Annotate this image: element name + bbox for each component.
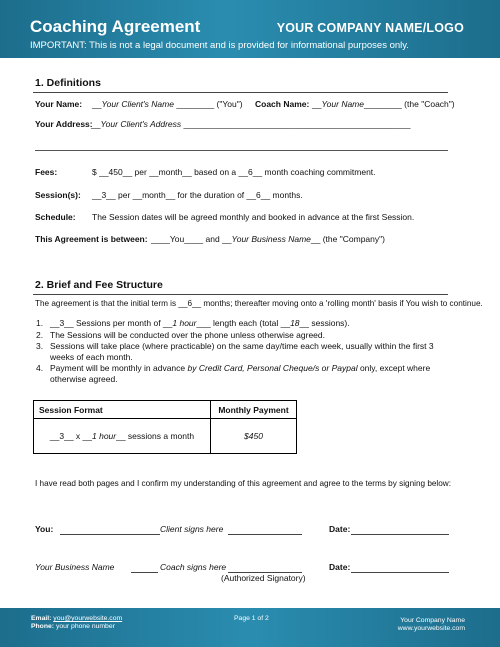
your-name-label: Your Name: — [35, 99, 83, 109]
list-item: 1. __3__ Sessions per month of __1 hour___ length each (total __18__ sessions). — [36, 318, 350, 328]
phone-label: Phone: — [31, 623, 55, 630]
monthly-payment-cell[interactable]: $450 — [211, 419, 297, 454]
phone-number: your phone number — [55, 623, 115, 630]
coach-date-line[interactable] — [351, 572, 449, 573]
you-label: You — [35, 524, 51, 534]
coach-date-label: Date — [329, 562, 348, 572]
schedule-value: The Session dates will be agreed monthly and booked in advance at the first Session. — [92, 212, 415, 222]
business-name-signatory: Your Business Name — [35, 562, 115, 572]
fees-row — [35, 167, 376, 177]
coach-signs-here: Coach signs here — [160, 562, 227, 572]
agreement-between-row: This Agreement is between: ____You____ and __Your Business Name__ (the "Company") — [35, 234, 385, 244]
legal-notice: IMPORTANT: This is not a legal document and is provided for informational purposes only. — [30, 40, 409, 51]
table-header-monthly-payment: Monthly Payment — [211, 401, 297, 419]
confirmation-text: I have read both pages and I confirm my understanding of this agreement and agree to the terms by signing below: — [35, 479, 451, 488]
address-label: Your Address: — [35, 119, 93, 129]
sessions-value[interactable]: __3__ per __month__ for the duration of __6__ months. — [92, 190, 303, 200]
brief-intro: The agreement is that the initial term is __6__ months; thereafter moving onto a 'rolling month' basis if You wish to continue. — [35, 299, 483, 308]
table-row — [34, 419, 297, 454]
footer-company-name: Your Company Name — [400, 617, 465, 624]
section-brief-title: 2. Brief and Fee Structure — [35, 279, 163, 291]
fees-value[interactable]: $ __450__ per __month__ based on a __6__ month coaching commitment. — [92, 167, 376, 177]
schedule-row — [35, 212, 415, 222]
terms-list — [36, 318, 456, 385]
page-number: Page 1 of 2 — [234, 615, 269, 622]
document-title: Coaching Agreement — [30, 17, 201, 36]
agreement-between-label: This Agreement is between: — [35, 234, 148, 244]
coach-name-label: Coach Name: — [255, 99, 310, 109]
footer-website[interactable]: www.yourwebsite.com — [397, 625, 465, 632]
list-item: 2. The Sessions will be conducted over the phone unless otherwise agreed. — [36, 329, 326, 340]
coach-signature-line[interactable] — [131, 572, 158, 573]
list-item: 4. Payment will be monthly in advance by Credit Card, Personal Cheque/s or Paypal only, except where otherwise agreed. — [36, 363, 431, 384]
section-definitions-title: 1. Definitions — [35, 77, 101, 89]
table-header-session-format: Session Format — [34, 401, 211, 419]
address-row: Your Address: __Your Client's Address ________________________________________________ — [35, 119, 411, 129]
list-item: 3. Sessions will take place (where practicable) on the same day/time each week, usually within the first 3 weeks of each month. — [36, 341, 434, 362]
email-link[interactable]: you@yourwebsite.com — [53, 615, 123, 622]
your-name-row: Your Name: __Your Client's Name ________ ("You") Coach Name: __Your Name________ (the "Coach") — [35, 99, 455, 109]
address-field[interactable]: Your Client's Address — [100, 119, 182, 129]
client-signature-row: You: — [35, 524, 54, 534]
client-signature-line[interactable] — [60, 534, 160, 535]
sessions-label: Session(s): — [35, 190, 81, 200]
coach-name-field[interactable]: Your Name — [321, 99, 364, 109]
section-divider — [33, 92, 448, 93]
fee-table — [33, 400, 297, 454]
between-you-field[interactable]: ____You____ and __ — [151, 234, 232, 244]
client-date-line[interactable] — [351, 534, 449, 535]
header-banner — [0, 0, 500, 58]
section-divider — [33, 294, 448, 295]
fees-label: Fees: — [35, 167, 58, 177]
footer-banner — [0, 608, 500, 647]
client-signature-line-end[interactable] — [228, 534, 302, 535]
email-label: Email: — [31, 615, 52, 622]
client-date-label: Date — [329, 524, 348, 534]
sessions-row — [35, 190, 303, 200]
session-format-cell[interactable]: __3__ x __1 hour__ sessions a month — [34, 419, 211, 454]
table-header-row — [34, 401, 297, 419]
business-name-field[interactable]: Your Business Name — [231, 234, 311, 244]
authorized-signatory: (Authorized Signatory) — [221, 573, 306, 583]
schedule-label: Schedule: — [35, 212, 76, 222]
client-signs-here: Client signs here — [160, 524, 224, 534]
company-logo: YOUR COMPANY NAME/LOGO — [276, 21, 464, 35]
address-line-2[interactable] — [35, 150, 448, 151]
your-name-field[interactable]: Your Client's Name — [101, 99, 174, 109]
